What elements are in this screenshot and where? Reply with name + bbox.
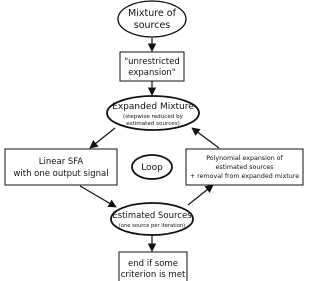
node-unrestricted-line-2: expansion": [128, 68, 176, 78]
node-expanded-sub-1: (stepwise reduced by: [123, 114, 183, 120]
node-poly-line-1: Polynomial expansion of: [206, 155, 283, 162]
node-sfa-line-1: Linear SFA: [38, 157, 84, 167]
node-poly-line-3: + removal from expanded mixture: [189, 173, 300, 180]
node-unrestricted-line-1: "unrestricted: [124, 57, 180, 67]
node-unrestricted-expansion: [120, 52, 184, 81]
node-end-criterion: [119, 252, 187, 281]
node-sfa-line-2: with one output signal: [13, 169, 109, 179]
node-estimated-title: Estimated Sources: [112, 211, 192, 221]
node-mixture-line-1: Mixture of: [128, 8, 176, 19]
node-loop: [132, 155, 172, 179]
arrow-expanded-to-sfa: [90, 128, 115, 148]
node-mixture-of-sources: [118, 1, 186, 37]
node-estimated-sub: (one source per iteration): [118, 223, 186, 229]
node-poly-line-2: estimated sources: [215, 164, 274, 171]
node-mixture-line-2: sources: [133, 20, 171, 31]
node-end-line-2: criterion is met: [120, 270, 186, 280]
node-polynomial-expansion: [186, 149, 303, 185]
arrow-sfa-to-estimated: [80, 186, 116, 207]
arrow-estimated-to-poly: [188, 185, 213, 205]
node-expanded-mixture: [107, 96, 199, 130]
arrow-poly-to-expanded: [192, 128, 219, 148]
node-linear-sfa: [5, 149, 117, 185]
node-loop-label: Loop: [141, 163, 163, 173]
node-expanded-sub-2: estimated sources): [126, 121, 180, 127]
node-estimated-sources: [111, 203, 193, 235]
node-end-line-1: end if some: [128, 259, 178, 269]
node-expanded-title: Expanded Mixture: [112, 102, 194, 112]
